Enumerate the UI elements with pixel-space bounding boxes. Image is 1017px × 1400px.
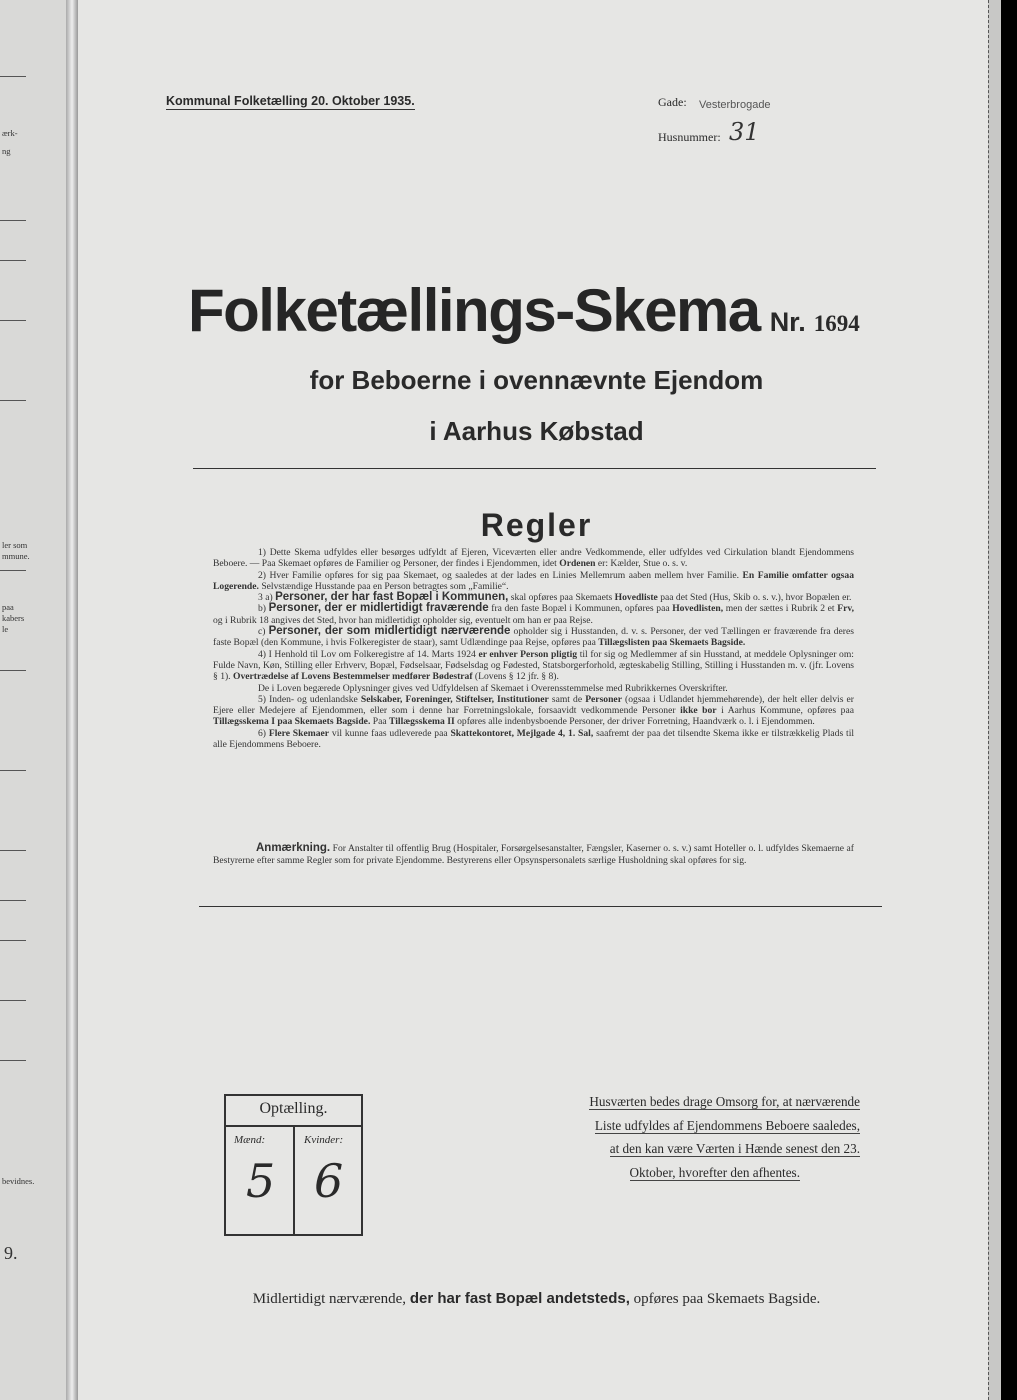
left-fragment: ler som: [2, 540, 28, 550]
left-fragment: kabers: [2, 613, 25, 623]
women-count: 6: [314, 1154, 344, 1208]
rule-3b: b) Personer, der er midlertidigt fraværende fra den faste Bopæl i Kommunen, opføres paa Hovedlisten, men der sættes i Rubrik 2 et Frv, og i Rubrik 18 angives det Sted, hvor han midlertidigt opholder sig, eventuelt om han er paa Rejse.: [213, 602, 854, 626]
landlord-notice: [530, 1090, 860, 1184]
rule-4-cont: De i Loven begærede Oplysninger gives ved Udfyldelsen af Skemaet i Overensstemmelse med Rubrikkernes Overskrifter.: [258, 682, 728, 694]
annotation-note: [213, 843, 854, 867]
footer-bold: der har fast Bopæl andetsteds,: [409, 1290, 630, 1307]
census-form-page: [78, 0, 997, 1400]
divider: [0, 1060, 26, 1061]
rules-heading: Regler: [480, 507, 593, 543]
form-number-label: Nr.: [769, 307, 806, 337]
footer-note: [78, 1290, 995, 1308]
divider: [0, 670, 26, 671]
left-fragment: le: [2, 624, 9, 634]
left-fragment: bevidnes.: [2, 1176, 35, 1186]
notice-line: Oktober, hvorefter den afhentes.: [629, 1164, 800, 1180]
form-title-row: [188, 276, 860, 345]
page-edge: [988, 0, 1001, 1400]
notice-line: at den kan være Værten i Hænde senest den 23.: [609, 1141, 860, 1156]
rule-3a: 3 a) Personer, der har fast Bopæl i Kommunen, skal opføres paa Skemaets Hovedliste paa det Sted (Hus, Skib o. s. v.), hvor Bopælen er.: [258, 591, 852, 604]
form-subtitle-city: i Aarhus Købstad: [429, 416, 644, 446]
note-text: For Anstalter til offentlig Brug (Hospitaler, Forsørgelsesanstalter, Fængsler, Kaserner o. s. v.) samt Hoteller o. l. udfyldes Skemaerne af Bestyrerne efter samme Regler som for private Ejendomme. Bestyrerens eller Opsynspersonalets særlige Husholdning skal opføres for sig.: [213, 843, 854, 866]
women-label: Kvinder:: [304, 1134, 344, 1146]
notice-line: Husværten bedes drage Omsorg for, at nærværende: [589, 1094, 860, 1109]
count-box-title: Optælling.: [259, 1100, 328, 1117]
divider: [0, 400, 26, 401]
divider: [0, 850, 26, 851]
left-fragment: paa: [2, 602, 14, 612]
divider: [0, 940, 26, 941]
rule-3c: c) Personer, der som midlertidigt nærværende opholder sig i Husstanden, d. v. s. Personer, der ved Tællingen er fraværende fra deres faste Bopæl (den Kommune, i hvis Folkeregister de staar), samt Udlændinge paa Rejse, opføres paa Tillægslisten paa Skemaets Bagside.: [213, 625, 854, 649]
rule-4: 4) I Henhold til Lov om Folkeregistre af 14. Marts 1924 er enhver Person pligtig til for sig og Medlemmer af sin Husstand, at meddele Oplysninger om: Fulde Navn, Køn, Stilling eller Erhverv, Bopæl, Fødselsaar, Fødselsdag og Fødested, Statsborgerforhold, ægteskabelig Stilling, Stilling i Husstanden m. v. (jfr. Lovens § 1). Overtrædelse af Lovens Bestemmelser medfører Bødestraf (Lovens § 12 jfr. § 8).: [213, 648, 854, 683]
divider: [0, 1000, 26, 1001]
form-number-value: 1694: [813, 311, 860, 336]
census-header: Kommunal Folketælling 20. Oktober 1935.: [166, 94, 415, 108]
divider: [0, 900, 26, 901]
form-title: Folketællings-Skema: [188, 277, 760, 344]
divider: [0, 220, 26, 221]
form-subtitle: for Beboerne i ovennævnte Ejendom: [309, 365, 764, 395]
note-label: Anmærkning.: [256, 842, 331, 854]
count-box: [224, 1094, 363, 1236]
divider: [199, 906, 882, 907]
house-number-value: 31: [729, 118, 760, 146]
left-fragment: 9.: [4, 1243, 18, 1263]
divider: [0, 570, 26, 571]
left-facing-page: [0, 0, 74, 1400]
rule-5: 5) Inden- og udenlandske Selskaber, Foreninger, Stiftelser, Institutioner samt de Personer (ogsaa i Udlandet hjemmehørende), der helt eller delvis er Ejere eller Medejere af Ejendommen, eller som i denne har Forretningslokale, forsaavidt vedkommende Personer ikke bor i Aarhus Kommune, opføres paa Tillægsskema I paa Skemaets Bagside. Paa Tillægsskema II opføres alle indenbysboende Personer, der driver Forretning, Haandværk o. l. i Ejendommen.: [213, 693, 854, 728]
divider: [0, 76, 26, 77]
men-label: Mænd:: [234, 1134, 266, 1146]
notice-line: Liste udfyldes af Ejendommens Beboere saaledes,: [594, 1117, 860, 1133]
footer-post: opføres paa Skemaets Bagside.: [633, 1291, 821, 1307]
divider: [0, 320, 26, 321]
left-fragment: ng: [2, 146, 11, 156]
divider: [193, 468, 876, 469]
divider: [293, 1125, 295, 1234]
book-gutter: [66, 0, 78, 1400]
rules-text: [213, 547, 854, 750]
divider: [0, 770, 26, 771]
street-value: Vesterbrogade: [699, 99, 771, 111]
divider: [0, 260, 26, 261]
rule-1: 1) Dette Skema udfyldes eller besørges udfyldt af Ejeren, Viceværten eller andre Vedkommende, eller udfyldes ved Cirkulation blandt Ejendommens Beboere. — Paa Skemaet opføres de Familier og Personer, der findes i Ejendommen, idet Ordenen er: Kælder, Stue o. s. v.: [213, 547, 854, 570]
rule-2: 2) Hver Familie opføres for sig paa Skemaet, og saaledes at der lades en Linies Mellemrum aaben mellem hver Familie. En Familie omfatter ogsaa Logerende. Selvstændige Husstande paa en Person betragtes som „Familie“.: [213, 569, 854, 592]
footer-pre: Midlertidigt nærværende,: [252, 1291, 407, 1307]
house-number-label: Husnummer:: [658, 130, 721, 144]
left-fragment: mmune.: [2, 551, 30, 561]
left-fragment: ærk-: [2, 128, 18, 138]
men-count: 5: [246, 1154, 276, 1208]
rule-6: 6) Flere Skemaer vil kunne faas udleverede paa Skattekontoret, Mejlgade 4, 1. Sal, saafremt der paa det tilsendte Skema ikke er tilstrækkelig Plads til alle Ejendommens Beboere.: [213, 727, 855, 751]
street-label: Gade:: [658, 95, 687, 109]
